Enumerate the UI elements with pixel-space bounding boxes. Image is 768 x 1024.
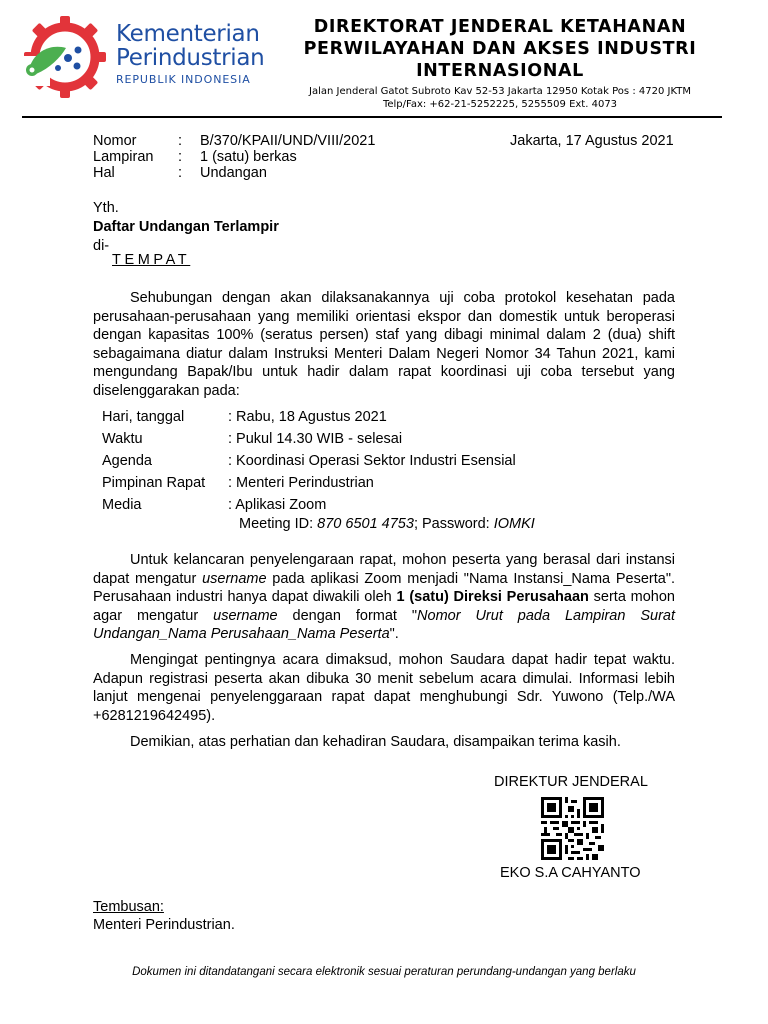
zoom-meeting-info [239, 516, 535, 532]
recipient-di: di- [93, 238, 110, 254]
paragraph-text: serta mohon agar mengatur [93, 589, 675, 624]
body-paragraph-3 [93, 651, 675, 725]
paragraph-text: Sehubungan dengan akan dilaksanakannya uji coba protokol kesehatan pada perusahaan-perusahaan yang memiliki orientasi ekspor dan domestik untuk beroperasi dengan kapasitas 100% (seratus persen) staf yang dibagi minimal dalam 2 (dua) shift sebagaimana diatur dalam Instruksi Menteri Dalam Negeri Nomor 34 Tahun 2021, kami mengundang Bapak/Ibu untuk hadir dalam rapat koordinasi uji coba tersebut yang diselenggarakan pada: [93, 290, 675, 399]
paragraph-text: Mengingat pentingnya acara dimaksud, mohon Saudara dapat hadir tepat waktu. Adapun registrasi peserta akan dibuka 30 menit sebelum acara dimulai. Informasi lebih lanjut mengenai penyelenggaraan rapat dapat menghubungi Sdr. Yuwono (Telp./WA +6281219642495). [93, 652, 675, 724]
meeting-id: 870 6501 4753 [317, 516, 414, 532]
meeting-password: IOMKI [493, 516, 535, 532]
director-requirement: 1 (satu) Direksi Perusahaan [396, 589, 589, 605]
paragraph-text: Demikian, atas perhatian dan kehadiran Saudara, disampaikan terima kasih. [130, 734, 621, 750]
paragraph-text: dengan format " [277, 607, 418, 624]
detail-label: Agenda [102, 453, 152, 469]
gear-icon [22, 16, 106, 98]
detail-label: Media [102, 497, 142, 513]
detail-label: Hari, tanggal [102, 409, 185, 425]
meta-value: Undangan [200, 165, 267, 181]
username-term: username [213, 607, 278, 624]
ministry-name-line1: Kementerian [116, 21, 260, 47]
letterhead-address [270, 85, 730, 111]
ministry-logo [22, 14, 108, 100]
directorate-title [270, 16, 730, 82]
meta-label: Lampiran [93, 149, 154, 165]
meta-label: Nomor [93, 133, 137, 149]
qr-code-icon [539, 797, 606, 860]
username-term: username [202, 570, 267, 587]
meta-label: Hal [93, 165, 115, 181]
meeting-details [102, 406, 516, 516]
meta-colon: : [178, 165, 183, 181]
paragraph-text: Untuk kelancaran penyelengaraan rapat, mohon peserta yang berasal dari instansi dapat mengatur [93, 552, 675, 587]
recipient-place: TEMPAT [112, 252, 191, 268]
contact-line: Telp/Fax: +62-21-5252225, 5255509 Ext. 4073 [382, 99, 618, 110]
detail-label: Pimpinan Rapat [102, 475, 206, 491]
detail-row [102, 450, 516, 472]
carbon-copy [93, 898, 235, 934]
username-format: Nomor Urut pada Lampiran Surat Undangan_Nama Perusahaan_Nama Peserta [93, 607, 675, 642]
cc-label: Tembusan: [93, 899, 164, 915]
address-line: Jalan Jenderal Gatot Subroto Kav 52-53 Jakarta 12950 Kotak Pos : 4720 JKTM [309, 86, 691, 97]
paragraph-text: pada aplikasi Zoom menjadi "Nama Instansi_Nama Peserta". Perusahaan industri hanya dapat diwakili oleh [93, 570, 675, 605]
electronic-signature-note: Dokumen ini ditandatangani secara elektronik sesuai peraturan perundang-undangan yang berlaku [132, 966, 636, 978]
recipient-salutation: Yth. [93, 200, 119, 216]
body-paragraph-1 [93, 289, 675, 400]
detail-value: : Koordinasi Operasi Sektor Industri Esensial [228, 453, 516, 469]
meta-colon: : [178, 149, 183, 165]
closing-paragraph [93, 733, 675, 752]
detail-row [102, 472, 516, 494]
ministry-name [116, 22, 264, 86]
ministry-name-line2: Perindustrian [116, 45, 265, 71]
cc-item: Menteri Perindustrian. [93, 917, 235, 933]
paragraph-text: ". [389, 626, 399, 642]
letterhead-divider [22, 116, 722, 118]
recipient-block [93, 199, 279, 256]
meta-row-lampiran [93, 149, 375, 165]
directorate-line1: DIREKTORAT JENDERAL KETAHANAN [313, 17, 687, 37]
meeting-id-label: Meeting ID: [239, 516, 318, 532]
place-date: Jakarta, 17 Agustus 2021 [510, 133, 674, 149]
detail-value: : Menteri Perindustrian [228, 475, 374, 491]
meta-value: 1 (satu) berkas [200, 149, 297, 165]
recipient-name: Daftar Undangan Terlampir [93, 219, 279, 235]
signer-name: EKO S.A CAHYANTO [500, 865, 641, 881]
letter-meta [93, 133, 375, 181]
detail-value: : Aplikasi Zoom [228, 497, 327, 513]
password-label: ; Password: [413, 516, 494, 532]
signer-title: DIREKTUR JENDERAL [494, 774, 648, 790]
directorate-line3: INTERNASIONAL [416, 61, 584, 81]
detail-row [102, 494, 516, 516]
detail-row [102, 428, 516, 450]
detail-value: : Pukul 14.30 WIB - selesai [228, 431, 403, 447]
meta-row-nomor [93, 133, 375, 149]
meta-row-hal [93, 165, 375, 181]
directorate-line2: PERWILAYAHAN DAN AKSES INDUSTRI [303, 39, 697, 59]
ministry-country: REPUBLIK INDONESIA [116, 73, 251, 86]
detail-row [102, 406, 516, 428]
meta-value: B/370/KPAII/UND/VIII/2021 [200, 133, 376, 149]
detail-label: Waktu [102, 431, 143, 447]
detail-value: : Rabu, 18 Agustus 2021 [228, 409, 387, 425]
body-paragraph-2 [93, 551, 675, 644]
meta-colon: : [178, 133, 183, 149]
